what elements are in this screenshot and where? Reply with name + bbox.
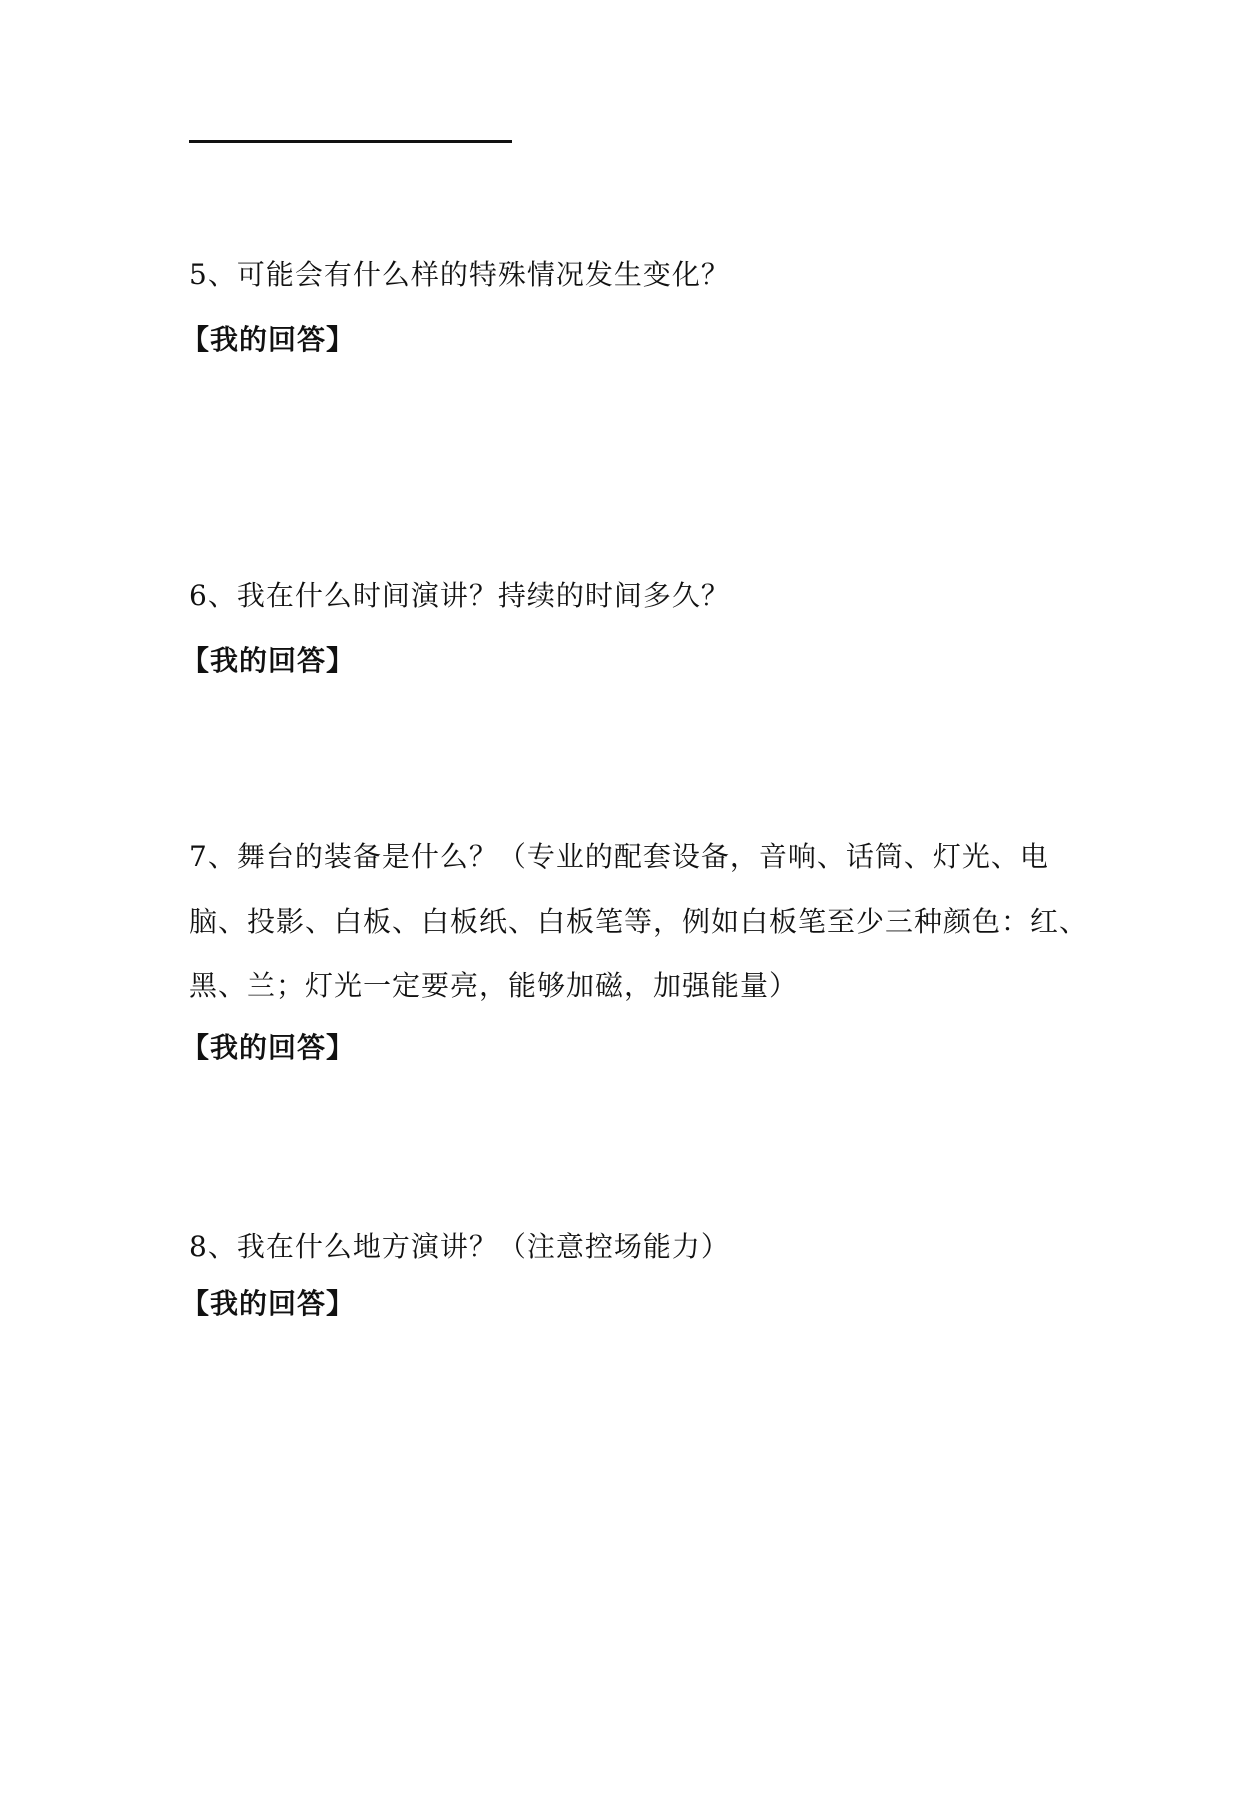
question-7-line-1: 7、舞台的装备是什么？（专业的配套设备，音响、话筒、灯光、电 <box>189 840 1049 873</box>
answer-label-7: 【我的回答】 <box>181 1031 356 1064</box>
answer-label-8: 【我的回答】 <box>181 1287 356 1320</box>
question-5: 5、可能会有什么样的特殊情况发生变化？ <box>189 258 730 291</box>
answer-label-5: 【我的回答】 <box>181 323 356 356</box>
top-horizontal-rule <box>189 140 512 143</box>
question-7-line-2: 脑、投影、白板、白板纸、白板笔等，例如白板笔至少三种颜色：红、 <box>189 905 1089 938</box>
answer-label-6: 【我的回答】 <box>181 644 356 677</box>
question-8: 8、我在什么地方演讲？（注意控场能力） <box>189 1230 730 1263</box>
question-7-line-3: 黑、兰；灯光一定要亮，能够加磁，加强能量） <box>189 969 799 1002</box>
question-6: 6、我在什么时间演讲？持续的时间多久？ <box>189 579 730 612</box>
